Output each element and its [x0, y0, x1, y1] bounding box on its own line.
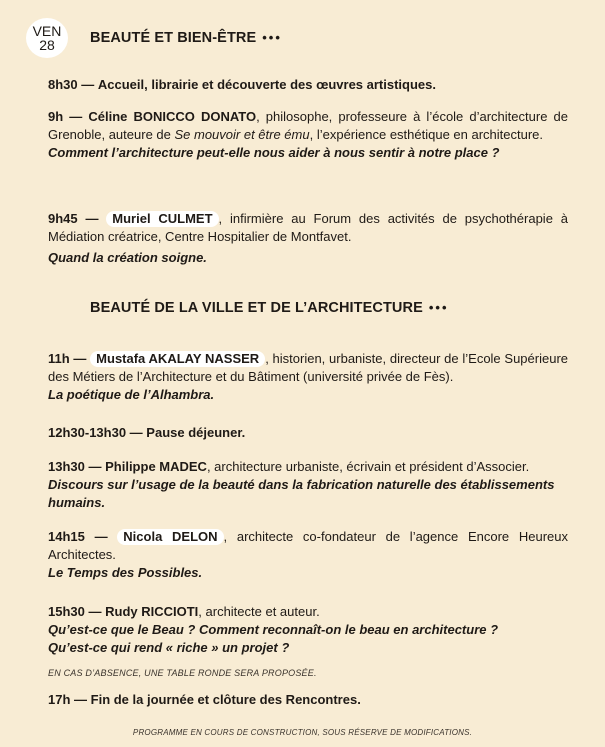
talk-title: Quand la création soigne. — [48, 250, 207, 265]
speaker-desc: , architecte co-fondateur de l’agence Encore Heureux Architectes. — [48, 529, 568, 562]
speaker-desc-end: , l’expérience esthétique en architecture. — [309, 127, 544, 142]
talk-title: La poétique de l’Alhambra. — [48, 387, 215, 402]
entry-time: 14h15 — — [48, 529, 108, 544]
speaker-name: Céline BONICCO DONATO — [88, 109, 257, 124]
entry-text: Pause déjeuner. — [146, 425, 246, 440]
speaker-name: Nicola DELON — [117, 529, 223, 545]
entry-time: 11h — — [48, 351, 87, 366]
entry-11h — [48, 350, 568, 404]
speaker-name: Mustafa AKALAY NASSER — [90, 351, 265, 367]
absence-note: EN CAS D’ABSENCE, UNE TABLE RONDE SERA PROPOSÉE. — [48, 668, 317, 678]
entry-text: Fin de la journée et clôture des Rencontres. — [90, 692, 361, 707]
entry-8h30 — [48, 76, 568, 94]
section-dots: ••• — [428, 300, 449, 315]
book-title: Se mouvoir et être ému — [174, 127, 310, 142]
speaker-name: Muriel CULMET — [106, 211, 218, 227]
speaker-name: Philippe MADEC — [105, 459, 207, 474]
footer-note: PROGRAMME EN COURS DE CONSTRUCTION, SOUS RÉSERVE DE MODIFICATIONS. — [132, 728, 473, 737]
day-badge — [26, 18, 68, 58]
entry-text: Accueil, librairie et découverte des œuvres artistiques. — [97, 77, 437, 92]
talk-title: Le Temps des Possibles. — [48, 565, 203, 580]
speaker-desc: , historien, urbaniste, directeur de l’Ecole Supérieure des Métiers de l’Architecture et du Bâtiment (université privée de Fès). — [48, 351, 568, 384]
section-title-beaute-bien-etre: BEAUTÉ ET BIEN-ÊTRE ••• — [90, 30, 282, 46]
talk-title: Comment l’architecture peut-elle nous aider à nous sentir à notre place ? — [48, 145, 500, 160]
entry-time: 17h — — [48, 692, 88, 707]
talk-title: Discours sur l’usage de la beauté dans la fabrication naturelle des établissements humains. — [48, 477, 555, 510]
entry-13h30 — [48, 458, 568, 512]
speaker-desc: , infirmière au Forum des activités de psychothérapie à Médiation créatrice, Centre Hospitalier de Montfavet. — [48, 211, 568, 244]
section-dots: ••• — [262, 30, 282, 45]
speaker-desc: , philosophe, professeure à l’école d’architecture de Grenoble, auteure de — [48, 109, 568, 142]
entry-time: 15h30 — — [48, 604, 102, 619]
entry-17h — [48, 691, 568, 709]
section-title-beaute-ville: BEAUTÉ DE LA VILLE ET DE L’ARCHITECTURE ••• — [90, 300, 449, 316]
entry-time: 9h45 — — [48, 211, 99, 226]
talk-title-2: Qu’est-ce qui rend « riche » un projet ? — [48, 640, 290, 655]
entry-15h30 — [48, 603, 568, 657]
entry-time: 8h30 — — [48, 77, 95, 92]
entry-time: 13h30 — — [48, 459, 102, 474]
entry-9h — [48, 108, 568, 162]
speaker-name: Rudy RICCIOTI — [105, 604, 199, 619]
date-label: 28 — [39, 37, 55, 53]
entry-14h15 — [48, 528, 568, 582]
day-label: VEN — [32, 23, 62, 39]
entry-time: 9h — — [48, 109, 83, 124]
speaker-desc: , architecture urbaniste, écrivain et président d’Associer. — [206, 459, 530, 474]
entry-12h30 — [48, 424, 568, 442]
entry-9h45 — [48, 210, 568, 267]
speaker-desc: , architecte et auteur. — [198, 604, 320, 619]
entry-time: 12h30-13h30 — — [48, 425, 143, 440]
talk-title: Qu’est-ce que le Beau ? Comment reconnaît-on le beau en architecture ? — [48, 622, 499, 637]
